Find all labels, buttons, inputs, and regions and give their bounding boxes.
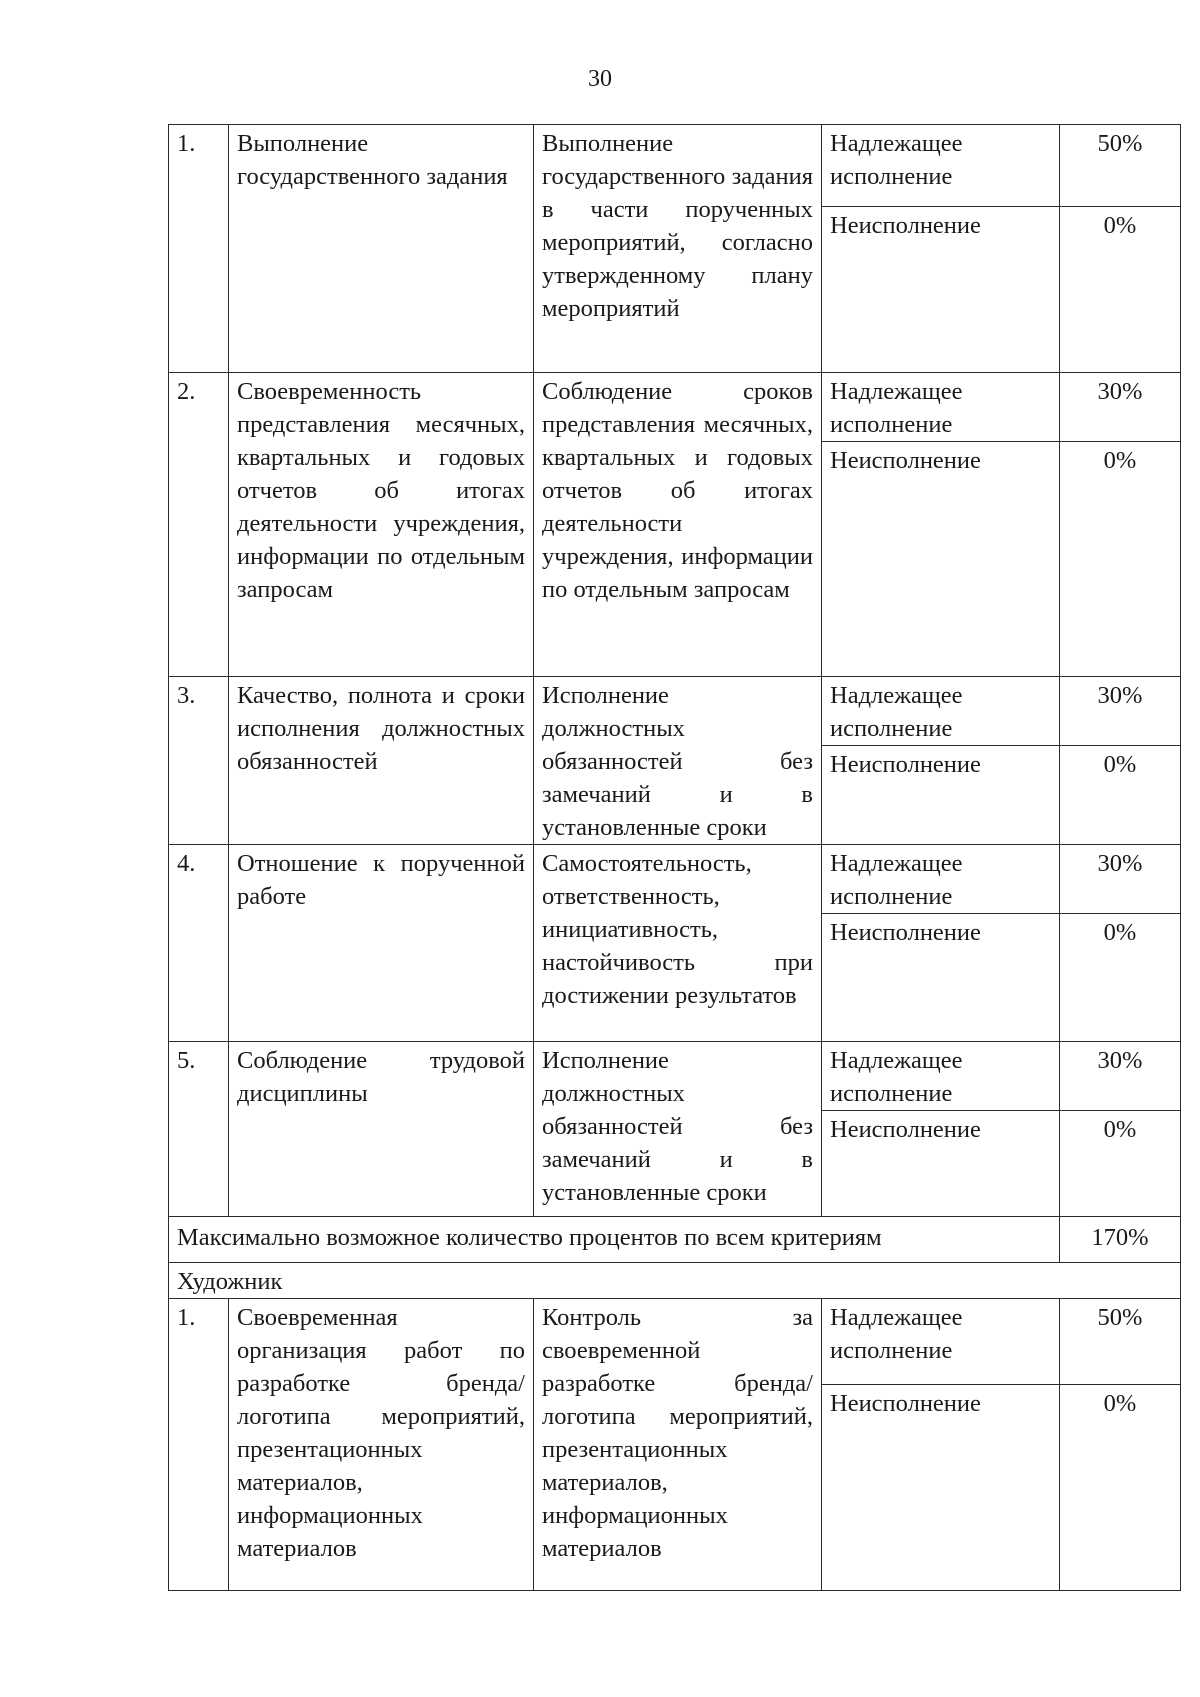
row-number: 1. xyxy=(169,1299,229,1591)
criterion-cell: Своевременная организация работ по разработке бренда/логотипа мероприятий, презентационных материалов, информационных материалов xyxy=(229,1299,534,1591)
criterion-cell: Своевременность представления месячных, квартальных и годовых отчетов об итогах деятельности учреждения, информации по отдельным запросам xyxy=(229,373,534,677)
section-title: Художник xyxy=(169,1263,1181,1299)
evaluation-bad: Неисполнение xyxy=(822,746,1060,845)
total-label: Максимально возможное количество процентов по всем критериям xyxy=(169,1217,1060,1263)
percent-good: 30% xyxy=(1060,677,1181,746)
evaluation-bad: Неисполнение xyxy=(822,914,1060,1042)
condition-cell: Контроль за своевременной разработке бренда/логотипа мероприятий, презентационных материалов, информационных материалов xyxy=(534,1299,822,1591)
row-number: 5. xyxy=(169,1042,229,1217)
criterion-cell: Выполнение государственного задания xyxy=(229,125,534,373)
row-number: 2. xyxy=(169,373,229,677)
percent-good: 30% xyxy=(1060,373,1181,442)
total-value: 170% xyxy=(1060,1217,1181,1263)
table-row xyxy=(169,1299,1181,1385)
evaluation-bad: Неисполнение xyxy=(822,442,1060,677)
evaluation-bad: Неисполнение xyxy=(822,207,1060,373)
condition-cell: Исполнение должностных обязанностей без замечаний и в установленные сроки xyxy=(534,1042,822,1217)
criterion-cell: Соблюдение трудовой дисциплины xyxy=(229,1042,534,1217)
criterion-cell: Отношение к порученной работе xyxy=(229,845,534,1042)
evaluation-bad: Неисполнение xyxy=(822,1111,1060,1217)
total-row xyxy=(169,1217,1181,1263)
evaluation-good: Надлежащее исполнение xyxy=(822,1299,1060,1385)
evaluation-good: Надлежащее исполнение xyxy=(822,845,1060,914)
row-number: 1. xyxy=(169,125,229,373)
percent-bad: 0% xyxy=(1060,442,1181,677)
condition-cell: Соблюдение сроков представления месячных, квартальных и годовых отчетов об итогах деятельности учреждения, информации по отдельным запросам xyxy=(534,373,822,677)
condition-cell: Исполнение должностных обязанностей без замечаний и в установленные сроки xyxy=(534,677,822,845)
evaluation-good: Надлежащее исполнение xyxy=(822,125,1060,207)
percent-good: 50% xyxy=(1060,1299,1181,1385)
section-header-row xyxy=(169,1263,1181,1299)
percent-bad: 0% xyxy=(1060,1385,1181,1591)
percent-bad: 0% xyxy=(1060,914,1181,1042)
row-number: 3. xyxy=(169,677,229,845)
percent-bad: 0% xyxy=(1060,1111,1181,1217)
table-row xyxy=(169,677,1181,746)
percent-bad: 0% xyxy=(1060,207,1181,373)
evaluation-bad: Неисполнение xyxy=(822,1385,1060,1591)
criterion-cell: Качество, полнота и сроки исполнения должностных обязанностей xyxy=(229,677,534,845)
percent-good: 30% xyxy=(1060,1042,1181,1111)
condition-cell: Самостоятельность, ответственность, инициативность, настойчивость при достижении результатов xyxy=(534,845,822,1042)
percent-good: 50% xyxy=(1060,125,1181,207)
table-row xyxy=(169,845,1181,914)
evaluation-good: Надлежащее исполнение xyxy=(822,1042,1060,1111)
criteria-table xyxy=(168,124,1181,1591)
percent-bad: 0% xyxy=(1060,746,1181,845)
table-row xyxy=(169,125,1181,207)
table-row xyxy=(169,1042,1181,1111)
percent-good: 30% xyxy=(1060,845,1181,914)
evaluation-good: Надлежащее исполнение xyxy=(822,677,1060,746)
row-number: 4. xyxy=(169,845,229,1042)
condition-cell: Выполнение государственного задания в части порученных мероприятий, согласно утвержденному плану мероприятий xyxy=(534,125,822,373)
page-number: 30 xyxy=(588,66,612,92)
table-row xyxy=(169,373,1181,442)
evaluation-good: Надлежащее исполнение xyxy=(822,373,1060,442)
